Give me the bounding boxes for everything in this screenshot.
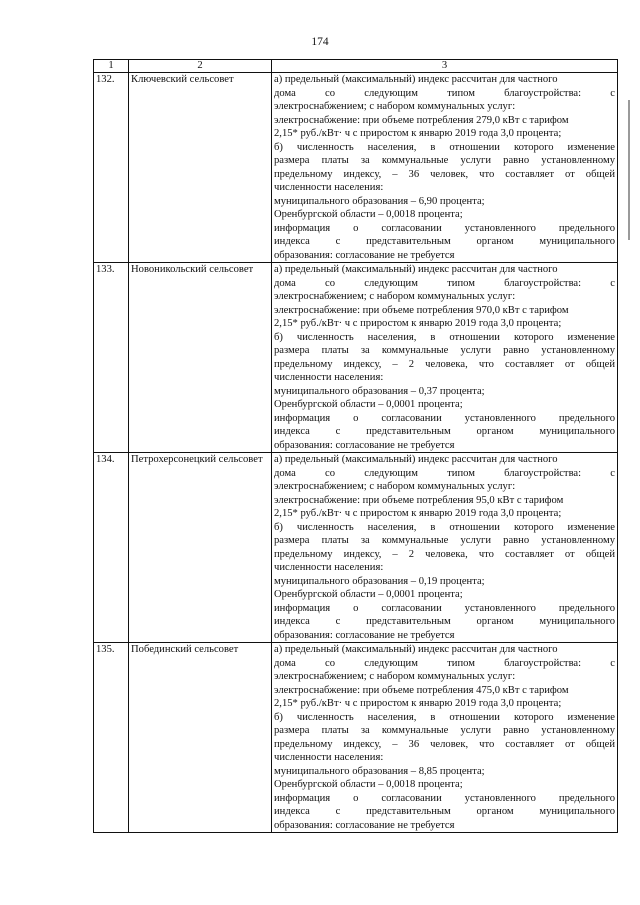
description-line: 2,15* руб./кВт· ч с приростом к январю 2019 года 3,0 процента; bbox=[274, 318, 562, 329]
description-line: численности населения: bbox=[274, 182, 384, 193]
description-line: а) предельный (максимальный) индекс рассчитан для частного bbox=[274, 454, 558, 465]
index-description bbox=[272, 73, 618, 263]
description-line: Оренбургской области – 0,0018 процента; bbox=[274, 779, 463, 790]
description-line: Оренбургской области – 0,0001 процента; bbox=[274, 399, 463, 410]
description-line: размера платы за коммунальные услуги равно установленному bbox=[274, 725, 615, 736]
description-line: образования: согласование не требуется bbox=[274, 629, 455, 641]
description-line: индекса с представительным органом муниципального bbox=[274, 426, 615, 437]
municipality-name: Новоникольский сельсовет bbox=[129, 263, 272, 453]
description-line: дома со следующим типом благоустройства: с bbox=[274, 657, 615, 669]
page-edge-mark bbox=[628, 100, 630, 240]
description-line: информация о согласовании установленного предельного bbox=[274, 792, 615, 804]
row-number: 132. bbox=[94, 73, 129, 263]
table-row bbox=[94, 73, 618, 263]
description-line: информация о согласовании установленного предельного bbox=[274, 412, 615, 424]
description-line: б) численность населения, в отношении которого изменение bbox=[274, 141, 615, 153]
description-line: размера платы за коммунальные услуги равно установленному bbox=[274, 345, 615, 356]
description-line: а) предельный (максимальный) индекс рассчитан для частного bbox=[274, 264, 558, 275]
row-number: 134. bbox=[94, 453, 129, 643]
municipality-name: Ключевский сельсовет bbox=[129, 73, 272, 263]
description-line: муниципального образования – 8,85 процента; bbox=[274, 765, 485, 777]
description-line: электроснабжением; с набором коммунальных услуг: bbox=[274, 671, 516, 682]
index-description bbox=[272, 453, 618, 643]
description-line: Оренбургской области – 0,0018 процента; bbox=[274, 209, 463, 220]
table-row bbox=[94, 263, 618, 453]
description-line: предельному индексу, – 2 человека, что составляет от общей bbox=[274, 358, 615, 370]
index-description bbox=[272, 643, 618, 833]
description-line: электроснабжение: при объеме потребления 475,0 кВт с тарифом bbox=[274, 684, 569, 696]
description-line: образования: согласование не требуется bbox=[274, 819, 455, 831]
description-line: информация о согласовании установленного предельного bbox=[274, 602, 615, 614]
description-line: электроснабжением; с набором коммунальных услуг: bbox=[274, 481, 516, 492]
description-line: численности населения: bbox=[274, 372, 384, 383]
description-line: предельному индексу, – 36 человек, что составляет от общей bbox=[274, 168, 615, 180]
description-line: Оренбургской области – 0,0001 процента; bbox=[274, 589, 463, 600]
description-line: образования: согласование не требуется bbox=[274, 249, 455, 261]
description-line: муниципального образования – 6,90 процента; bbox=[274, 195, 485, 207]
description-line: 2,15* руб./кВт· ч с приростом к январю 2019 года 3,0 процента; bbox=[274, 508, 562, 519]
description-line: муниципального образования – 0,19 процента; bbox=[274, 575, 485, 587]
description-line: 2,15* руб./кВт· ч с приростом к январю 2019 года 3,0 процента; bbox=[274, 128, 562, 139]
page-number: 174 bbox=[311, 36, 329, 48]
description-line: электроснабжение: при объеме потребления 279,0 кВт с тарифом bbox=[274, 114, 569, 126]
municipality-name: Побединский сельсовет bbox=[129, 643, 272, 833]
description-line: индекса с представительным органом муниципального bbox=[274, 616, 615, 627]
description-line: электроснабжение: при объеме потребления 970,0 кВт с тарифом bbox=[274, 304, 569, 316]
description-line: предельному индексу, – 36 человек, что составляет от общей bbox=[274, 738, 615, 750]
description-line: численности населения: bbox=[274, 752, 384, 763]
description-line: дома со следующим типом благоустройства: с bbox=[274, 467, 615, 479]
description-line: информация о согласовании установленного предельного bbox=[274, 222, 615, 234]
description-line: б) численность населения, в отношении которого изменение bbox=[274, 331, 615, 343]
column-header-2: 2 bbox=[129, 60, 272, 73]
description-line: б) численность населения, в отношении которого изменение bbox=[274, 521, 615, 533]
description-line: индекса с представительным органом муниципального bbox=[274, 806, 615, 817]
description-line: электроснабжением; с набором коммунальных услуг: bbox=[274, 101, 516, 112]
row-number: 133. bbox=[94, 263, 129, 453]
index-description bbox=[272, 263, 618, 453]
description-line: дома со следующим типом благоустройства: с bbox=[274, 87, 615, 99]
column-header-1: 1 bbox=[94, 60, 129, 73]
description-line: электроснабжение: при объеме потребления 95,0 кВт с тарифом bbox=[274, 494, 564, 506]
description-line: размера платы за коммунальные услуги равно установленному bbox=[274, 535, 615, 546]
table-row bbox=[94, 643, 618, 833]
description-line: электроснабжением; с набором коммунальных услуг: bbox=[274, 291, 516, 302]
column-header-3: 3 bbox=[272, 60, 618, 73]
table-header-row bbox=[94, 60, 618, 73]
description-line: численности населения: bbox=[274, 562, 384, 573]
description-line: 2,15* руб./кВт· ч с приростом к январю 2019 года 3,0 процента; bbox=[274, 698, 562, 709]
tariff-index-table bbox=[93, 59, 618, 833]
description-line: муниципального образования – 0,37 процента; bbox=[274, 385, 485, 397]
description-line: размера платы за коммунальные услуги равно установленному bbox=[274, 155, 615, 166]
row-number: 135. bbox=[94, 643, 129, 833]
description-line: а) предельный (максимальный) индекс рассчитан для частного bbox=[274, 74, 558, 85]
description-line: а) предельный (максимальный) индекс рассчитан для частного bbox=[274, 644, 558, 655]
description-line: предельному индексу, – 2 человека, что составляет от общей bbox=[274, 548, 615, 560]
description-line: индекса с представительным органом муниципального bbox=[274, 236, 615, 247]
municipality-name: Петрохерсонецкий сельсовет bbox=[129, 453, 272, 643]
table-row bbox=[94, 453, 618, 643]
description-line: б) численность населения, в отношении которого изменение bbox=[274, 711, 615, 723]
description-line: образования: согласование не требуется bbox=[274, 439, 455, 451]
description-line: дома со следующим типом благоустройства: с bbox=[274, 277, 615, 289]
